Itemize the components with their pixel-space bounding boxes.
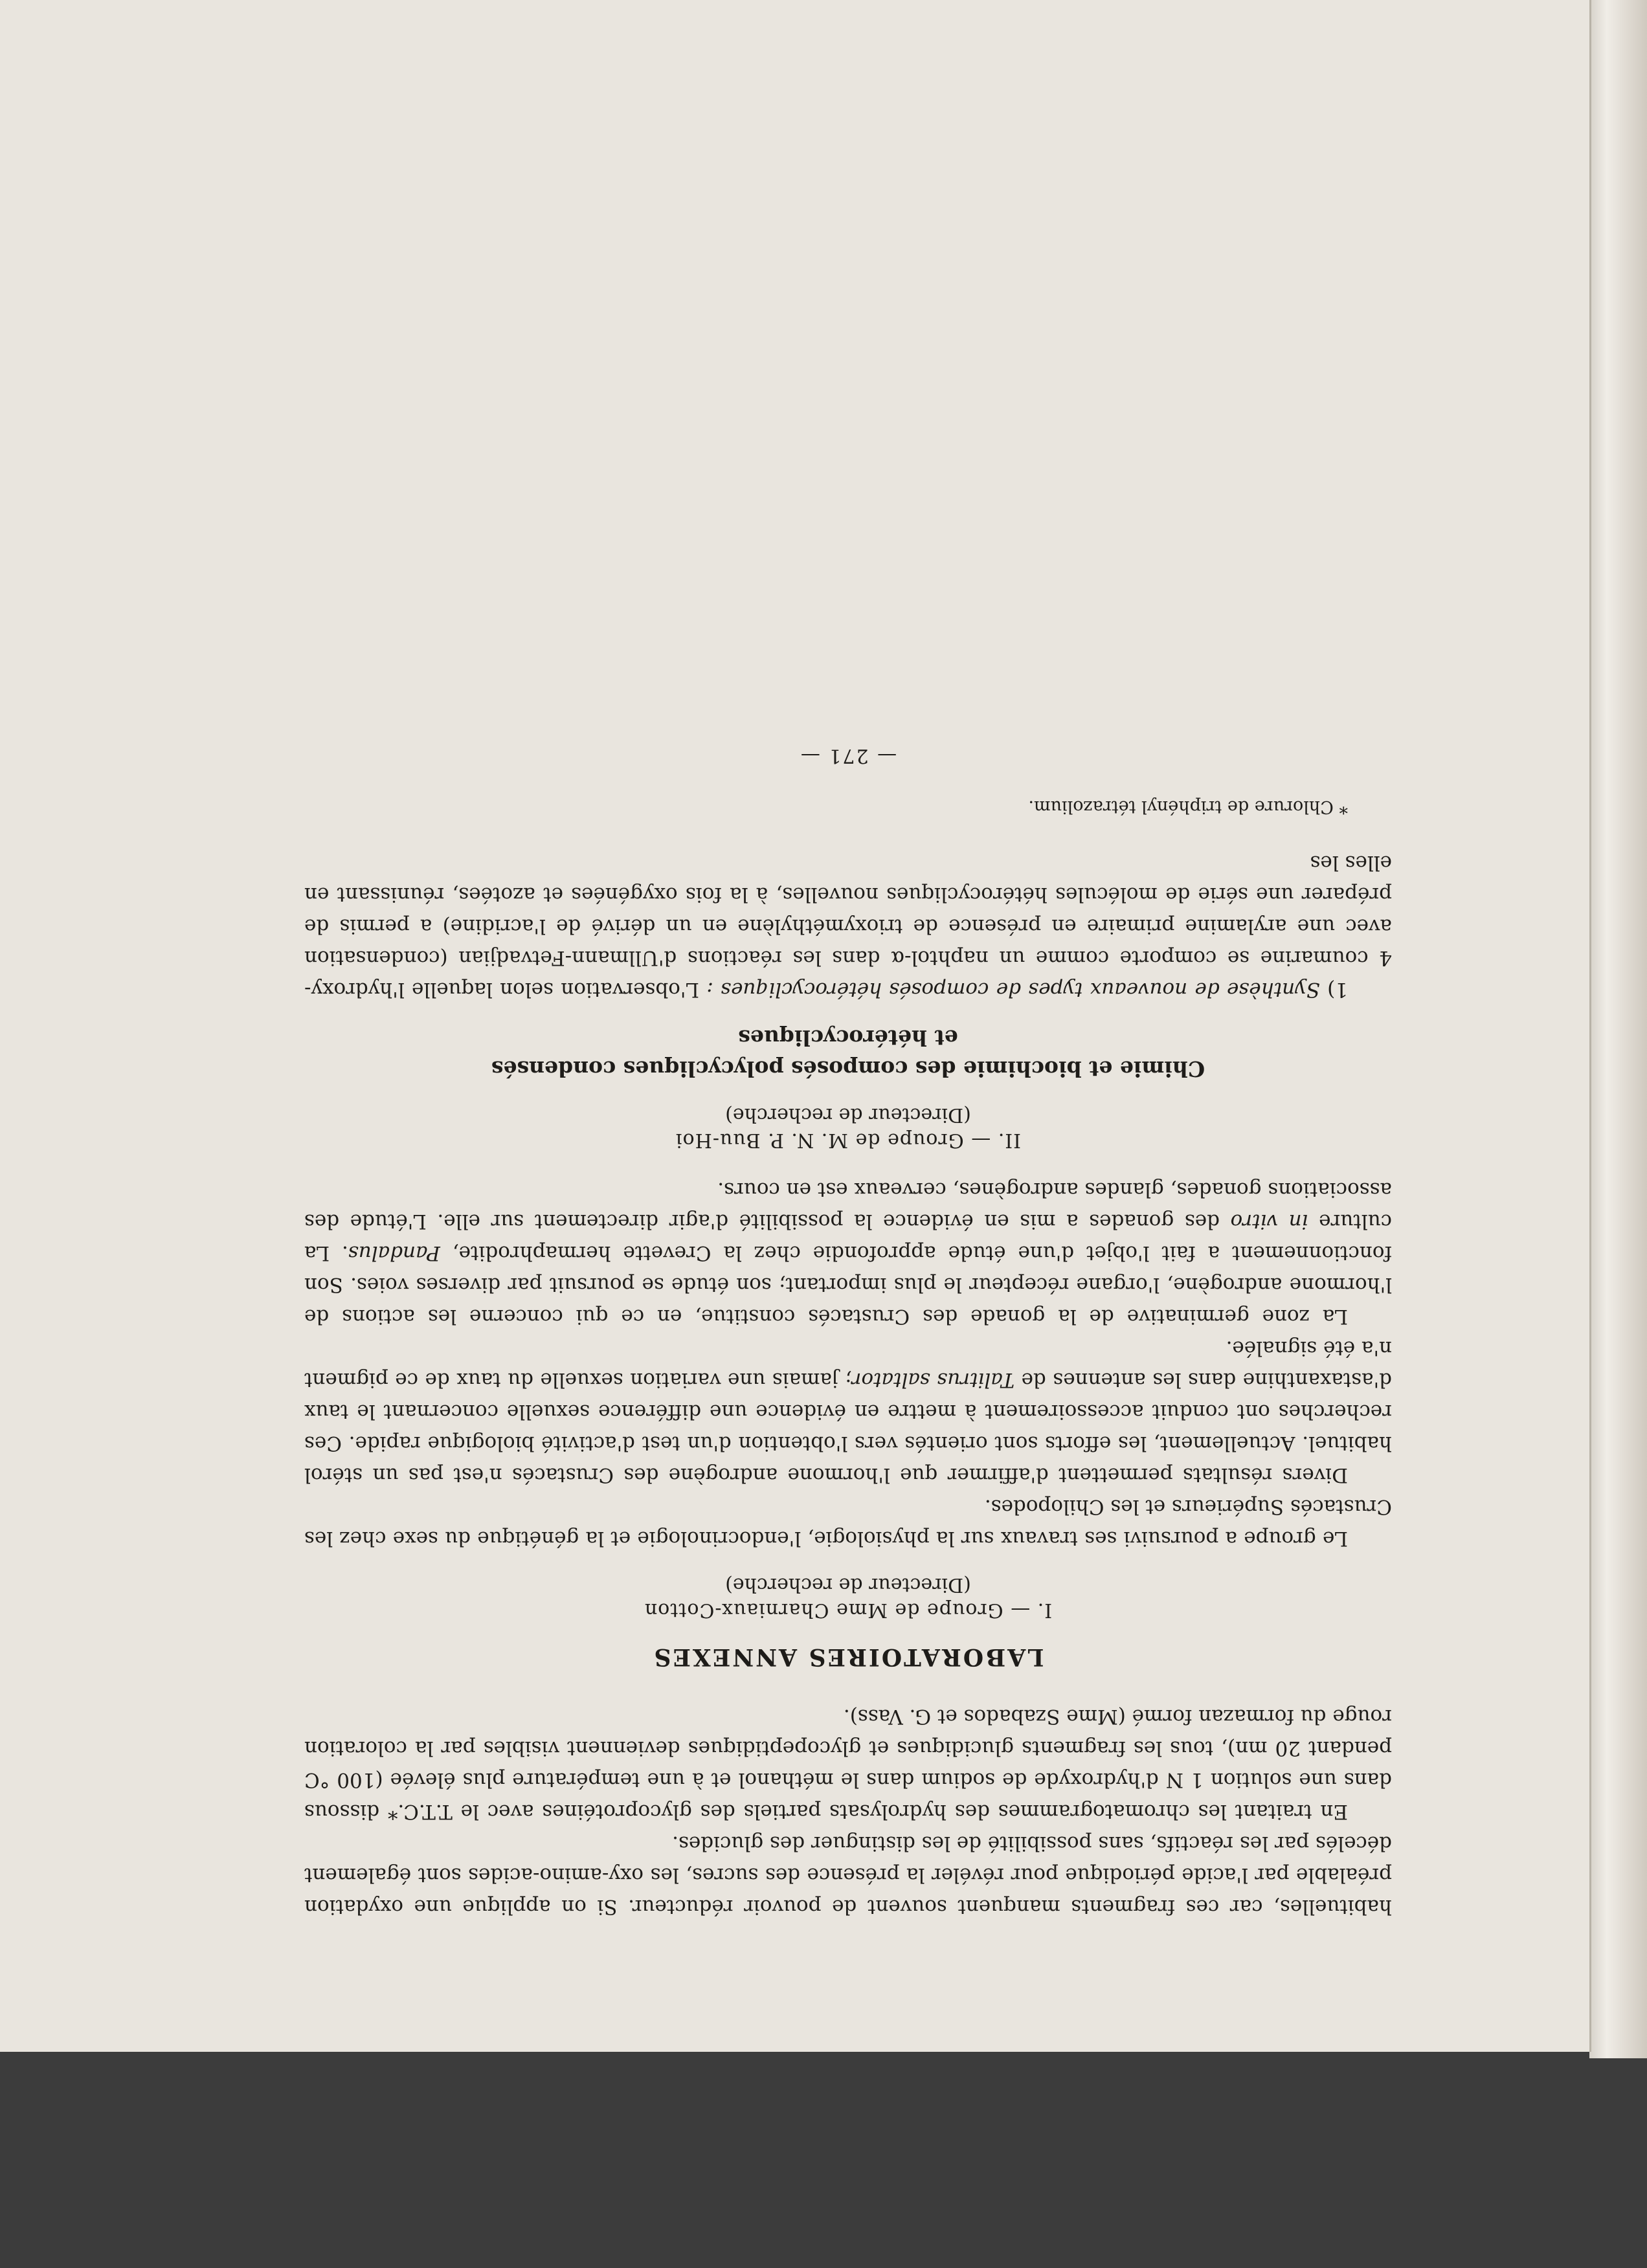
group1-p3-text-c: des gonades a mis en évidence la possibilité d'agir directement sur elle. L'étude des associations gonades, glandes androgènes, cerveaux est en cours.: [304, 1178, 1392, 1233]
section-title: [304, 1022, 1392, 1084]
group1-p2-species: Talitrus saltator: [851, 1368, 1015, 1392]
group1-paragraph-2: [304, 1332, 1392, 1491]
page-edge: [1589, 0, 1647, 2058]
group2-subtitle: (Directeur de recherche): [725, 1104, 971, 1126]
group2-paragraph-1: [304, 847, 1392, 1005]
group2-p1-number: 1): [1319, 978, 1348, 1001]
group1-paragraph-1: Le groupe a poursuivi ses travaux sur la physiologie, l'endocrinologie et la génétique du sexe chez les Crustacés Supérieurs et les Chilopodes.: [304, 1495, 1392, 1550]
group1-p2-text-a: Divers résultats permettent d'affirmer que l'hormone androgène des Crustacés n'est pas un stérol habituel. Actuellement, les efforts sont orientés vers l'obtention d'un test d'activité biologique rapide. Ces recherches ont conduit accessoirement à mettre en évidence une différence sexuelle concernant le taux d'astaxanthine dans les antennes de: [304, 1368, 1392, 1487]
group1-p3-genus: Pandalus: [348, 1241, 440, 1265]
group1-p3-text-b: . La culture: [304, 1210, 1392, 1265]
footnote: * Chlorure de triphényl tétrazolium.: [1028, 797, 1348, 817]
paragraph-top: habituelles, car ces fragments manquent souvent de pouvoir réducteur. Si on applique une oxydation préalable par l'acide périodique pour révéler la présence des sucres, les oxy-amino-acides sont également décelés par les réactifs, sans possibilité de les distinguer des glucides.: [304, 1832, 1392, 1918]
spacer: [304, 1157, 1392, 1173]
group1-p3-text-a: La zone germinative de la gonade des Crustacés constitue, en ce qui concerne les actions de l'hormone androgène, l'organe récepteur le plus important; son étude se poursuit par diverses voies. Son fonctionnement a fait l'objet d'une étude approfondie chez la Crevette hermaphrodite,: [304, 1241, 1392, 1328]
section-title-line-2: et hétérocycliques: [738, 1025, 958, 1051]
heading-laboratoires-annexes: LABORATOIRES ANNEXES: [652, 1643, 1044, 1671]
group1-paragraph-3: [304, 1173, 1392, 1332]
group1-p2-text-b: ; jamais une variation sexuelle du taux de ce pigment n'a été signalée.: [304, 1337, 1392, 1392]
group1-p3-in-vitro: in vitro: [1230, 1210, 1308, 1233]
paragraph-ttc: En traitant les chromatogrammes des hydrolysats partiels des glycoprotéines avec le T.T.C.* dissous dans une solution 1 N d'hydroxyde de sodium dans le méthanol et à une température plus élevée (100 °C pendant 20 mn), tous les fragments glucidiques et glycopeptidiques deviennent visibles par la coloration rouge du formazan formé (Mme Szabados et G. Vass).: [304, 1705, 1392, 1823]
group2-title: II. — Groupe de M. N. P. Buu-Hoi: [675, 1129, 1022, 1151]
page-edge-shadow: [1589, 0, 1591, 2052]
group1-subtitle: (Directeur de recherche): [725, 1573, 971, 1596]
group2-p1-heading: Synthèse de nouveaux types de composés hétérocycliques :: [706, 978, 1320, 1001]
group2-p1-text: L'observation selon laquelle l'hydroxy-4 coumarine se comporte comme un naphtol-α dans les réactions d'Ullmann-Fetvadjian (condensation avec une arylamine primaire en présence de trioxyméthylène en un dérivé de l'acridine) a permis de préparer une série de molécules hétérocycliques nouvelles, à la fois oxygénées et azotées, réunissant en elles les: [304, 851, 1392, 1001]
group1-title: I. — Groupe de Mme Charniaux-Cotton: [644, 1599, 1053, 1621]
upside-down-page-content: [304, 207, 1392, 1922]
section-title-line-1: Chimie et biochimie des composés polycycliques condensés: [491, 1056, 1205, 1082]
page-number: — 271 —: [799, 744, 897, 767]
